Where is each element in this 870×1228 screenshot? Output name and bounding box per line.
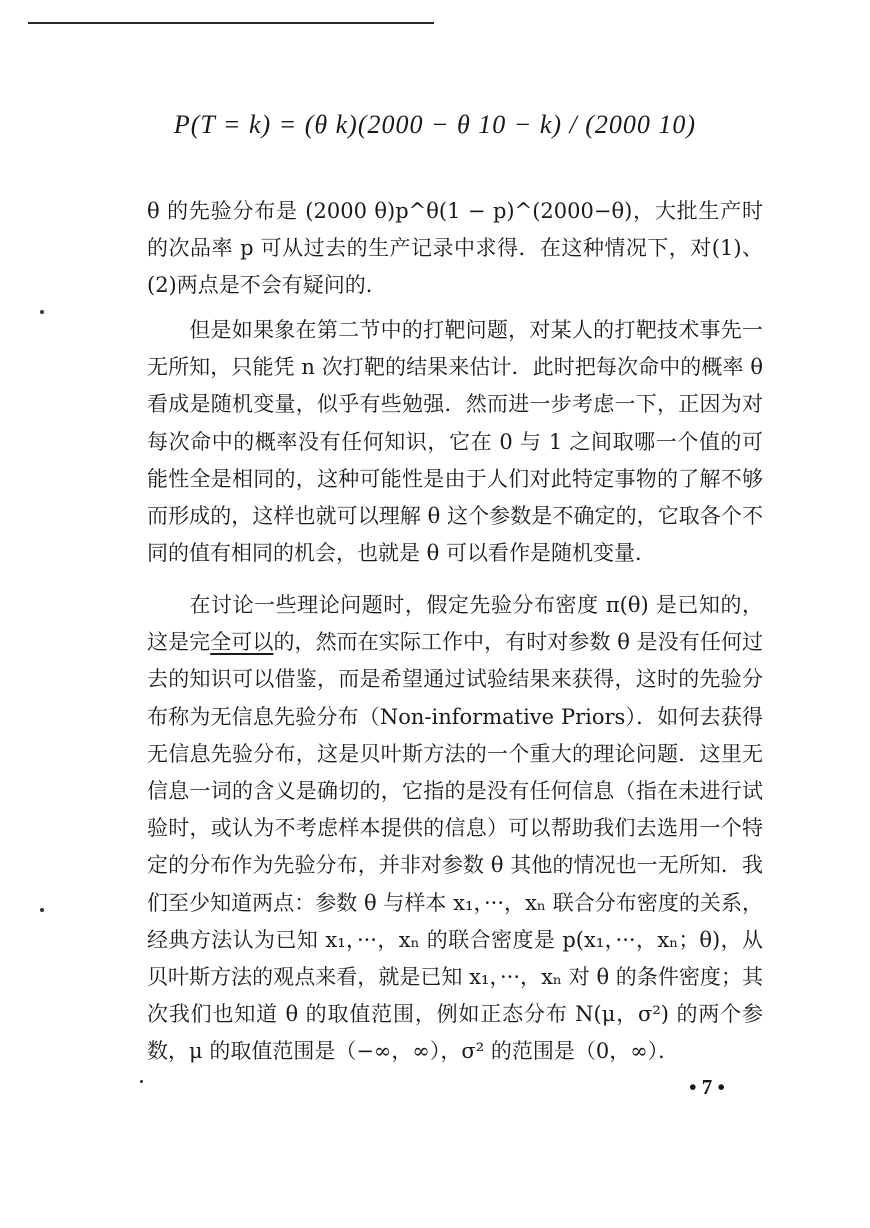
- paragraph-1-text: θ 的先验分布是 (2000 θ)p^θ(1 − p)^(2000−θ)，大批生产时的次品率 p 可从过去的生产记录中求得．在这种情况下，对(1)、(2)两点是不会有疑问的．: [147, 199, 763, 298]
- paragraph-1: [147, 193, 763, 305]
- paragraph-3: [147, 587, 763, 1071]
- paragraph-2: [147, 312, 763, 572]
- paragraph-2-text: 但是如果象在第二节中的打靶问题，对某人的打靶技术事先一无所知，只能凭 n 次打靶的结果来估计．此时把每次命中的概率 θ 看成是随机变量，似乎有些勉强．然而进一步考虑一下，正因为对每次命中的概率没有任何知识，它在 0 与 1 之间取哪一个值的可能性全是相同的，这种可能性是由于人们对此特定事物的了解不够而形成的，这样也就可以理解 θ 这个参数是不确定的，它取各个不同的值有相同的机会，也就是 θ 可以看作是随机变量．: [147, 318, 763, 566]
- scan-speck: [140, 1080, 143, 1083]
- page-number: • 7 •: [689, 1075, 725, 1099]
- underlined-phrase: 全可以: [210, 630, 274, 655]
- paragraph-3-text-after: 的，然而在实际工作中，有时对参数 θ 是没有任何过去的知识可以借鉴，而是希望通过试验结果来获得，这时的先验分布称为无信息先验分布（Non-informative Priors）．如何去获得无信息先验分布，这是贝叶斯方法的一个重大的理论问题．这里无信息一词的含义是确切的，它指的是没有任何信息（指在未进行试验时，或认为不考虑样本提供的信息）可以帮助我们去选用一个特定的分布作为先验分布，并非对参数 θ 其他的情况也一无所知．我们至少知道两点：参数 θ 与样本 x₁，···，xₙ 联合分布密度的关系，经典方法认为已知 x₁，···，xₙ 的联合密度是 p(x₁，···，xₙ；θ)，从贝叶斯方法的观点来看，就是已知 x₁，···，xₙ 对 θ 的条件密度；其次我们也知道 θ 的取值范围，例如正态分布 N(μ，σ²) 的两个参数，μ 的取值范围是（−∞，∞），σ² 的范围是（0，∞）．: [147, 630, 764, 1064]
- paragraph-3-text-before: 在讨论一些理论问题时，假定先验分布密度 π(θ) 是已知的，这是完: [147, 593, 763, 655]
- probability-formula: P(T = k) = (θ k)(2000 − θ 10 − k) / (2000 10): [173, 110, 697, 139]
- top-rule: [28, 22, 434, 24]
- scan-speck: [40, 310, 44, 314]
- scan-speck: [40, 908, 44, 912]
